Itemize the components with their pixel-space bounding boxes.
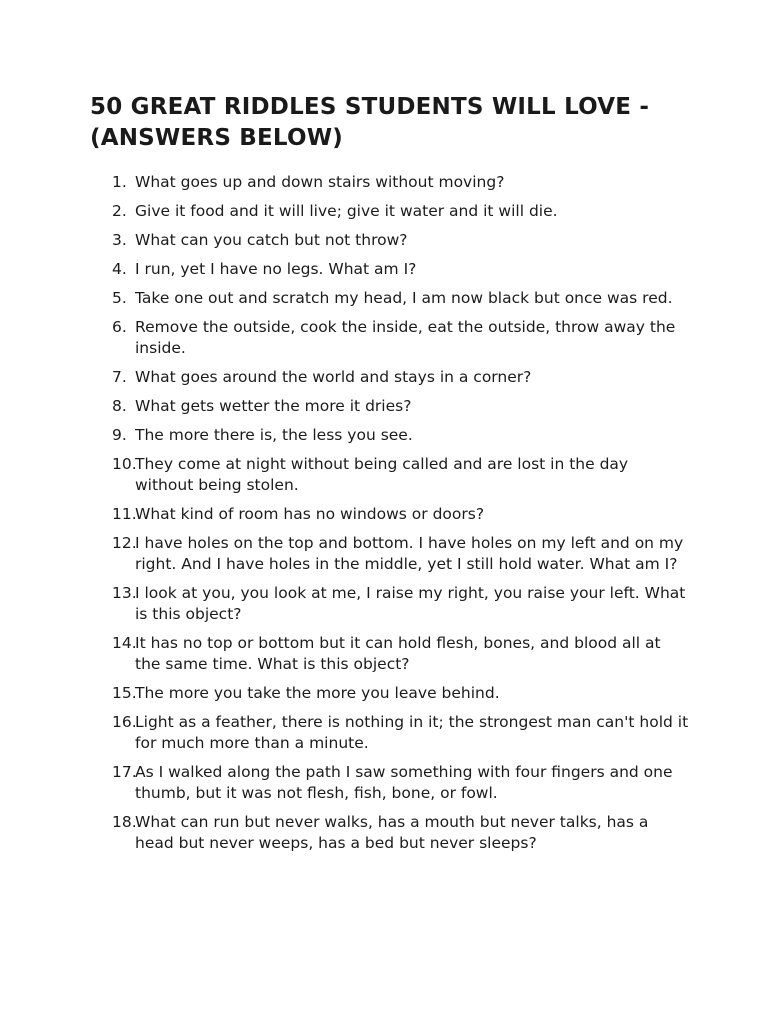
riddle-text: It has no top or bottom but it can hold flesh, bones, and blood all at the same time. What is this object?	[135, 634, 661, 673]
riddle-text: As I walked along the path I saw something with four fingers and one thumb, but it was not flesh, fish, bone, or fowl.	[135, 763, 673, 802]
riddle-item	[90, 396, 690, 417]
riddle-text: The more there is, the less you see.	[135, 426, 413, 444]
riddle-number: 17.	[112, 763, 137, 781]
riddle-number: 16.	[112, 713, 137, 731]
riddle-number: 9.	[112, 426, 127, 444]
riddle-item	[90, 230, 690, 251]
riddle-text: What gets wetter the more it dries?	[135, 397, 412, 415]
riddle-text: What can run but never walks, has a mouth but never talks, has a head but never weeps, has a bed but never sleeps?	[135, 813, 649, 852]
riddle-item	[90, 172, 690, 193]
document-page	[90, 92, 690, 862]
riddle-item	[90, 454, 690, 496]
riddle-number: 15.	[112, 684, 137, 702]
riddle-item	[90, 762, 690, 804]
riddle-list	[90, 172, 690, 854]
riddle-text: Light as a feather, there is nothing in it; the strongest man can't hold it for much more than a minute.	[135, 713, 689, 752]
riddle-item	[90, 683, 690, 704]
riddle-item	[90, 317, 690, 359]
riddle-item	[90, 201, 690, 222]
riddle-item	[90, 367, 690, 388]
riddle-item	[90, 583, 690, 625]
riddle-number: 12.	[112, 534, 137, 552]
riddle-number: 6.	[112, 318, 127, 336]
riddle-text: Remove the outside, cook the inside, eat the outside, throw away the inside.	[135, 318, 676, 357]
riddle-item	[90, 812, 690, 854]
riddle-text: What kind of room has no windows or doors?	[135, 505, 485, 523]
riddle-number: 5.	[112, 289, 127, 307]
riddle-number: 2.	[112, 202, 127, 220]
riddle-number: 1.	[112, 173, 127, 191]
riddle-number: 3.	[112, 231, 127, 249]
riddle-number: 13.	[112, 584, 137, 602]
riddle-number: 14.	[112, 634, 137, 652]
riddle-text: What goes around the world and stays in a corner?	[135, 368, 532, 386]
riddle-number: 10.	[112, 455, 137, 473]
riddle-text: The more you take the more you leave behind.	[135, 684, 500, 702]
riddle-item	[90, 633, 690, 675]
riddle-number: 11.	[112, 505, 137, 523]
riddle-text: Give it food and it will live; give it water and it will die.	[135, 202, 558, 220]
riddle-text: I run, yet I have no legs. What am I?	[135, 260, 417, 278]
riddle-number: 18.	[112, 813, 137, 831]
riddle-item	[90, 288, 690, 309]
riddle-text: What goes up and down stairs without moving?	[135, 173, 505, 191]
riddle-number: 4.	[112, 260, 127, 278]
riddle-text: Take one out and scratch my head, I am now black but once was red.	[135, 289, 673, 307]
riddle-text: They come at night without being called and are lost in the day without being stolen.	[135, 455, 629, 494]
riddle-item	[90, 259, 690, 280]
riddle-item	[90, 712, 690, 754]
riddle-text: I have holes on the top and bottom. I have holes on my left and on my right. And I have holes in the middle, yet I still hold water. What am I?	[135, 534, 684, 573]
riddle-number: 8.	[112, 397, 127, 415]
riddle-item	[90, 504, 690, 525]
riddle-item	[90, 425, 690, 446]
riddle-number: 7.	[112, 368, 127, 386]
riddle-text: I look at you, you look at me, I raise my right, you raise your left. What is this object?	[135, 584, 686, 623]
riddle-text: What can you catch but not throw?	[135, 231, 408, 249]
riddle-item	[90, 533, 690, 575]
document-title: 50 GREAT RIDDLES STUDENTS WILL LOVE - (ANSWERS BELOW)	[90, 94, 650, 151]
